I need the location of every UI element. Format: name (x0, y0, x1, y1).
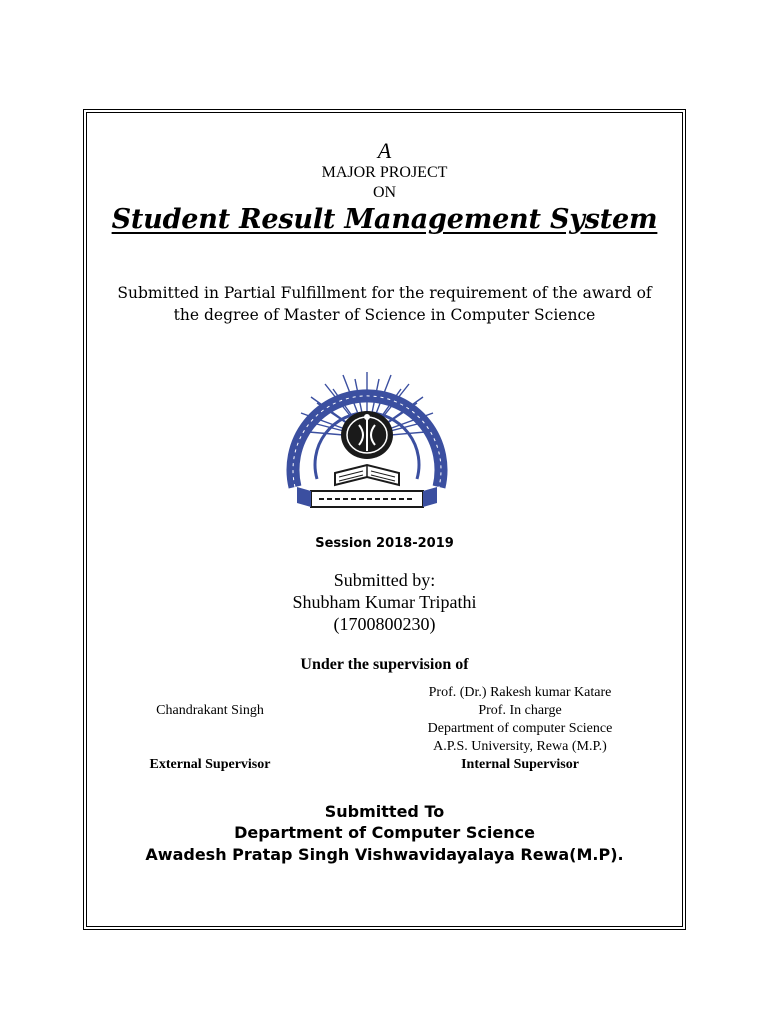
internal-supervisor-role: Internal Supervisor (461, 757, 579, 772)
submitted-to-university: Awadesh Pratap Singh Vishwavidayalaya Rewa(M.P). (145, 845, 624, 864)
external-supervisor-name: Chandrakant Singh (156, 703, 264, 718)
student-name: Shubham Kumar Tripathi (292, 592, 477, 612)
on-label: ON (372, 184, 397, 201)
external-supervisor-role: External Supervisor (149, 757, 271, 772)
article-letter: A (377, 138, 392, 163)
submitted-to-department: Department of Computer Science (234, 823, 535, 842)
submitted-to-label: Submitted To (324, 802, 445, 821)
internal-supervisor-department: Department of computer Science (427, 721, 613, 736)
project-title: Student Result Management System (111, 204, 658, 235)
supervision-heading: Under the supervision of (300, 656, 469, 673)
session-label: Session 2018-2019 (315, 536, 454, 551)
internal-supervisor-title: Prof. In charge (478, 703, 562, 718)
submitted-by-label: Submitted by: (333, 570, 436, 590)
submission-statement-line-1: Submitted in Partial Fulfillment for the requirement of the award of (117, 284, 652, 302)
internal-supervisor-university: A.P.S. University, Rewa (M.P.) (433, 739, 607, 754)
roll-number: (1700800230) (333, 614, 436, 634)
university-seal-icon (277, 369, 458, 516)
university-seal-graphic (277, 369, 458, 516)
major-project-label: MAJOR PROJECT (321, 164, 448, 181)
internal-supervisor-name: Prof. (Dr.) Rakesh kumar Katare (428, 685, 612, 700)
internal-supervisor-block (405, 684, 635, 756)
submission-statement-line-2: the degree of Master of Science in Computer Science (173, 306, 596, 324)
